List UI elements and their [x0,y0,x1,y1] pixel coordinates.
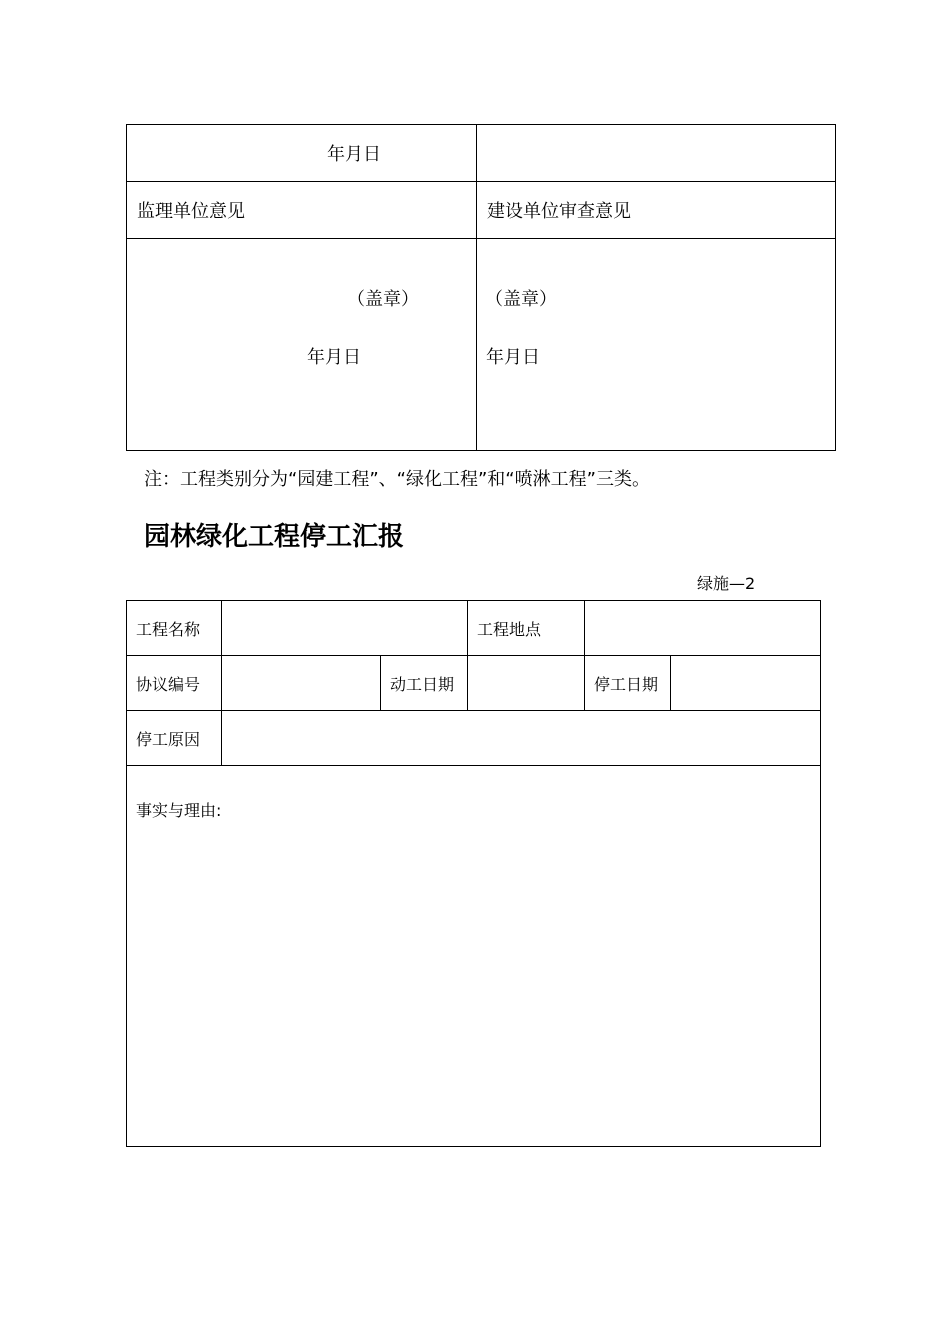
supervisor-opinion-label: 监理单位意见 [127,182,477,239]
agreement-no-label: 协议编号 [127,656,222,711]
supervisor-stamp-cell[interactable] [127,239,477,451]
category-note: 注：工程类别分为“园建工程”、“绿化工程”和“喷淋工程”三类。 [144,469,650,490]
project-location-label-text: 工程地点 [477,620,542,639]
project-name-label: 工程名称 [127,601,222,656]
top-empty-cell[interactable] [477,125,836,182]
agreement-no-field[interactable] [222,656,381,711]
report-title: 园林绿化工程停工汇报 [144,522,405,552]
approval-table [126,124,836,451]
start-date-field[interactable] [468,656,585,711]
project-location-label [468,601,585,656]
start-date-label: 动工日期 [381,656,468,711]
stop-reason-field[interactable] [222,711,821,766]
stop-date-label: 停工日期 [585,656,671,711]
owner-stamp-text: （盖章） [485,289,557,310]
owner-date-text: 年月日 [486,347,540,368]
form-code: 绿施—2 [697,574,756,593]
stop-date-field[interactable] [671,656,821,711]
stop-reason-label: 停工原因 [127,711,222,766]
owner-review-label: 建设单位审查意见 [477,182,836,239]
top-date-text: 年月日 [327,144,381,165]
supervisor-stamp-text: （盖章） [347,289,419,310]
supervisor-date-text: 年月日 [307,347,361,368]
facts-reasons-cell[interactable] [127,766,821,1147]
project-name-field[interactable] [222,601,468,656]
top-date-cell [127,125,477,182]
stoppage-report-table [126,600,821,1147]
project-location-field[interactable] [585,601,821,656]
facts-reasons-label: 事实与理由: [136,801,222,820]
owner-stamp-cell[interactable] [477,239,836,451]
